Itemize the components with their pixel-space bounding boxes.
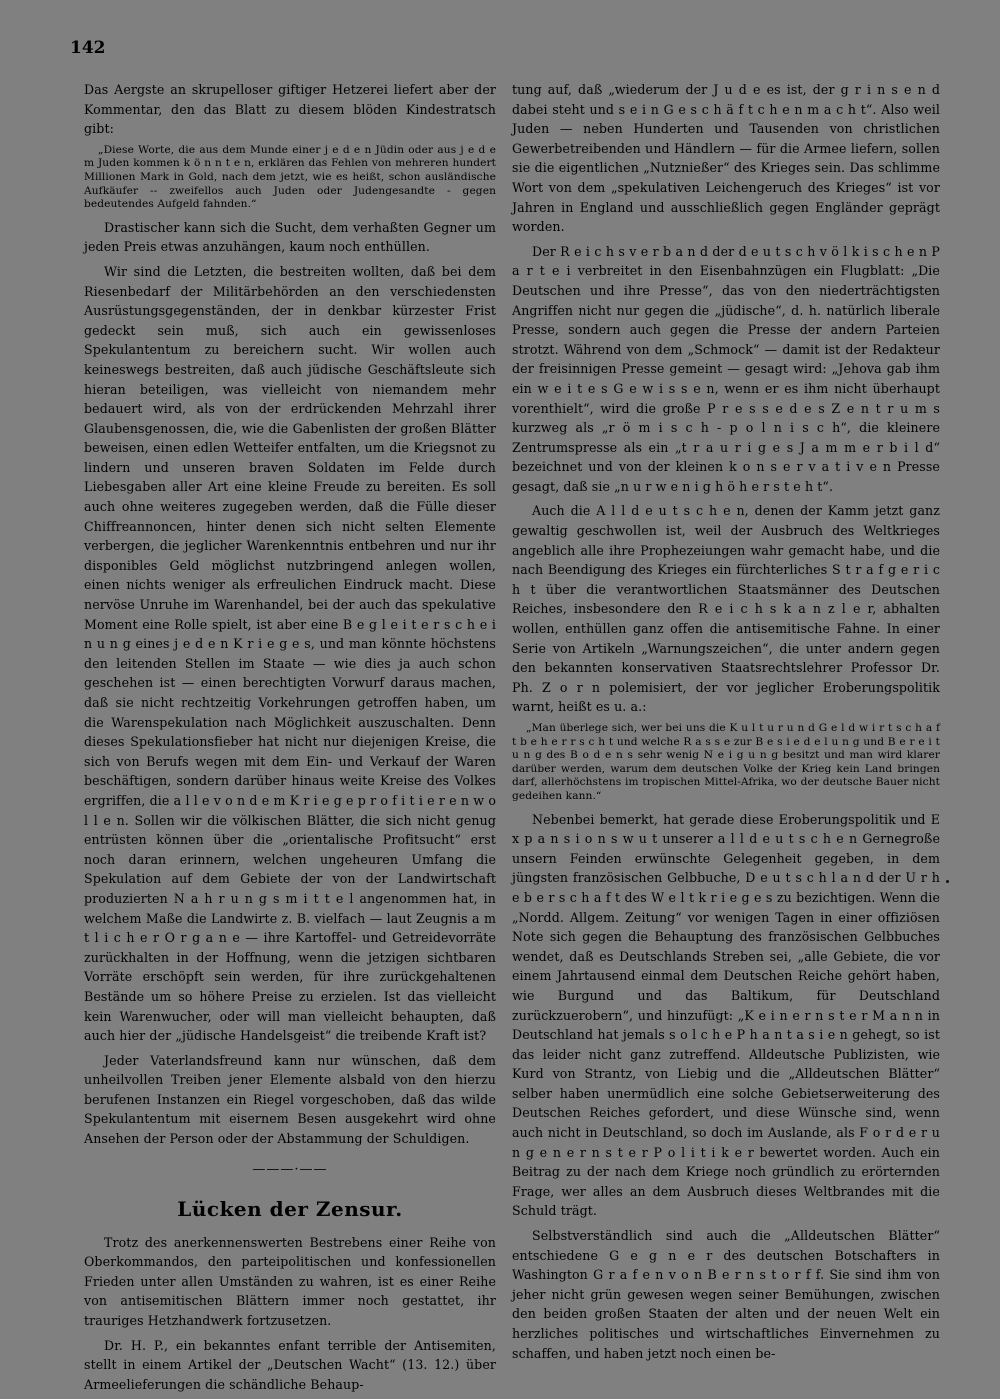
section-divider: ———·—— [252,1161,328,1177]
block-quote: „Diese Worte, die aus dem Munde einer j e d e n Jüdin oder aus j e d e m Juden kommen k ö n n t e n, erklären das Fehlen von mehreren hundert Millionen Mark in Gold, nach dem jetzt, wie es heißt, schon ausländische Aufkäufer -- zweifellos auch Juden oder Judengesandte - gegen bedeutendes Aufgeld fahnden.“ [84,143,496,211]
article-paragraph: Das Aergste an skrupelloser giftiger Hetzerei liefert aber der Kommentar, den das Blatt zu diesem blöden Kindestratsch gibt: [84,82,496,137]
article-paragraph: Trotz des anerkennenswerten Bestrebens einer Reihe von Oberkommandos, den parteipolitischen und konfessionellen Frieden unter allen Umständen zu wahren, ist es einer Reihe von antisemitischen Blättern immer noch gestattet, ihr trauriges Hetzhandwerk fortzusetzen. [84,1234,496,1329]
article-paragraph: Selbstverständlich sind auch die „Alldeutschen Blätter“ entschiedene G e g n e r des deutschen Botschafters in Washington G r a f e n v o n B e r n s t o r f f. Sie sind ihm von jeher nicht grün gewesen wegen seiner Bemühungen, zwischen den beiden großen Staaten der alten und der neuen Welt ein herzliches politisches und wirtschaftliches Einvernehmen zu schaffen, und haben jetzt noch einen be- [512,1228,940,1361]
article-paragraph: Auch die A l l d e u t s c h e n, denen der Kamm jetzt ganz gewaltig geschwollen ist, weil der Ausbruch des Weltkrieges angeblich alle ihre Prophezeiungen wahr gemacht habe, und die nach Beendigung des Krieges ein fürchterliches S t r a f g e r i c h t über die verantwortlichen Staatsmänner des Deutschen Reiches, insbesondere den R e i c h s k a n z l e r, abhalten wollen, enthüllen ganz offen die antisemitische Fahne. In einer Serie von Artikeln „Warnungszeichen“, die unter andern gegen den bekannten konservativen Staatsrechtslehrer Professor Dr. Ph. Z o r n polemisiert, der vor jeglicher Eroberungspolitik warnt, heißt es u. a.: [512,503,940,715]
right-column [512,80,940,1368]
block-quote: „Man überlege sich, wer bei uns die K u l t u r u n d G e l d w i r t s c h a f t b e h e r r s c h t und welche R a s s e zur B e s i e d e l u n g und B e r e i t u n g des B o d e n s sehr wenig N e i g u n g besitzt und man wird klarer darüber werden, warum dem deutschen Volke der Krieg kein Land bringen darf, allerhöchstens im tropischen Mittel-Afrika, wo der deutsche Bauer nicht gedeihen kann.“ [512,722,940,802]
article-paragraph: Jeder Vaterlandsfreund kann nur wünschen, daß dem unheilvollen Treiben jener Elemente alsbald von den hierzu berufenen Instanzen ein Riegel vorgeschoben, daß das wilde Spekulantentum mit eisernem Besen ausgekehrt wird ohne Ansehen der Person oder der Abstammung der Schuldigen. [84,1052,496,1147]
section-heading: Lücken der Zensur. [177,1196,403,1221]
scan-speck [946,880,949,883]
article-paragraph: tung auf, daß „wiederum der J u d e es ist, der g r i n s e n d dabei steht und s e i n G e s c h ä f t c h e n m a c h t“. Also weil Juden — neben Hunderten und Tausenden von christlichen Gewerbetreibenden und Händlern — für die Armee liefern, sollen sie die eigentlichen „Nutznießer“ des Krieges sein. Das schlimme Wort von dem „spekulativen Leichengeruch des Krieges“ ist vor Jahren in England und ausschließlich gegen Engländer geprägt worden. [512,82,940,235]
article-paragraph: Dr. H. P., ein bekanntes enfant terrible der Antisemiten, stellt in einem Artikel der „Deutschen Wacht“ (13. 12.) über Armeelieferungen die schändliche Behaup- [84,1337,496,1392]
article-paragraph: Drastischer kann sich die Sucht, dem verhaßten Gegner um jeden Preis etwas anzuhängen, kaum noch enthüllen. [84,219,496,255]
article-paragraph: Nebenbei bemerkt, hat gerade diese Eroberungspolitik und E x p a n s i o n s w u t unserer a l l d e u t s c h e n Gernegroße unsern Feinden erwünschte Gelegenheit gegeben, in dem jüngsten französischen Gelbbuche, D e u t s c h l a n d der U r h e b e r s c h a f t des W e l t k r i e g e s zu bezichtigen. Wenn die „Nordd. Allgem. Zeitung“ vor wenigen Tagen in einer offiziösen Note sich gegen die Behauptung des französischen Gelbbuches wendet, daß es Deutschlands Streben sei, „alle Gebiete, die vor einem Jahrtausend einmal dem Deutschen Reiche gehört haben, wie Burgund und das Baltikum, für Deutschland zurückzuerobern“, und hinzufügt: „K e i n e r n s t e r M a n n in Deutschland hat jemals s o l c h e P h a n t a s i e n gehegt, so ist das leider nicht ganz zutreffend. Alldeutsche Publizisten, wie Kurd von Strantz, von Liebig und die „Alldeutschen Blätter“ selber haben unermüdlich eine solche Gebietserweiterung des Deutschen Reiches gefordert, und diese Wünsche sind, wenn auch nicht in Deutschland, so doch im Auslande, als F o r d e r u n g e n e r n s t e r P o l i t i k e r bewertet worden. Auch ein Beitrag zu der nach dem Kriege noch gründlich zu erörternden Frage, wer alles an dem Ausbruch dieses Weltbrandes mit die Schuld trägt. [512,811,940,1219]
article-paragraph: Der R e i c h s v e r b a n d der d e u t s c h v ö l k i s c h e n P a r t e i verbreitet in den Eisenbahnzügen ein Flugblatt: „Die Deutschen und ihre Presse“, das von den niederträchtigsten Angriffen nicht nur gegen die „jüdische“, d. h. natürlich liberale Presse, sondern auch gegen die Presse der andern Parteien strotzt. Während von dem „Schmock“ — damit ist der Redakteur der freisinnigen Presse gemeint — gesagt wird: „Jehova gab ihm ein w e i t e s G e w i s s e n, wenn er es ihm nicht überhaupt vorenthielt“, wird die große P r e s s e d e s Z e n t r u m s kurzweg als „r ö m i s c h - p o l n i s c h“, die kleinere Zentrumspresse als ein „t r a u r i g e s J a m m e r b i l d“ bezeichnet und von der kleinen k o n s e r v a t i v e n Presse gesagt, daß sie „n u r w e n i g h ö h e r s t e h t“. [512,243,940,494]
left-column [84,80,496,1399]
page-number: 142 [70,38,106,58]
article-paragraph: Wir sind die Letzten, die bestreiten wollten, daß bei dem Riesenbedarf der Militärbehörden an den verschiedensten Ausrüstungsgegenständen, der in denkbar kürzester Frist gedeckt sein muß, sich auch ein gewissenloses Spekulantentum zu bereichern sucht. Wir wollen auch keineswegs bestreiten, daß auch jüdische Geschäftsleute sich hieran beteiligen, was vielleicht von niemandem mehr bedauert wird, als von der erdrückenden Mehrzahl ihrer Glaubensgenossen, die, wie die Gabenlisten der großen Blätter beweisen, einen edlen Wetteifer entfalten, um die Kriegsnot zu lindern und unseren braven Soldaten im Felde durch Liebesgaben aller Art eine kleine Freude zu bereiten. Es soll auch ohne weiteres zugegeben werden, daß die Fülle dieser Chiffreannoncen, hinter denen sich nicht selten Elemente verbergen, die jeglicher Warenkenntnis entbehren und nur ihr disponibles Geld möglichst nutzbringend anlegen wollen, einen nichts weniger als erfreulichen Eindruck macht. Diese nervöse Unruhe im Warenhandel, bei der auch das spekulative Moment eine Rolle spielt, ist aber eine B e g l e i t e r s c h e i n u n g eines j e d e n K r i e g e s, und man könnte höchstens den leitenden Stellen im Staate — wie dies ja auch schon geschehen ist — einen berechtigten Vorwurf daraus machen, daß sie nicht rechtzeitig Vorkehrungen getroffen haben, um die Warenspekulation nach Möglichkeit auszuschalten. Denn dieses Spekulationsfieber hat nicht nur diejenigen Kreise, die sich von Berufs wegen mit dem Ein- und Verkauf der Waren beschäftigen, sondern darüber hinaus weite Kreise des Volkes ergriffen, die a l l e v o n d e m K r i e g e p r o f i t i e r e n w o l l e n. Sollen wir die völkischen Blätter, die sich nicht genug entrüsten können über die „orientalische Profitsucht“ erst noch daran erinnern, welchen ungeheuren Umfang die Spekulation auf dem Gebiete der von der Landwirtschaft produzierten N a h r u n g s m i t t e l angenommen hat, in welchem Maße die Landwirte z. B. vielfach — laut Zeugnis a m t l i c h e r O r g a n e — ihre Kartoffel- und Getreidevorräte zurückhalten in der Hoffnung, wenn die jetzigen sichtbaren Vorräte erschöpft sein werden, für ihre zurückgehaltenen Bestände um so höhere Preise zu erzielen. Ist das vielleicht kein Warenwucher, oder will man vielleicht behaupten, daß auch hier der „jüdische Handelsgeist“ die treibende Kraft ist? [84,263,496,1044]
